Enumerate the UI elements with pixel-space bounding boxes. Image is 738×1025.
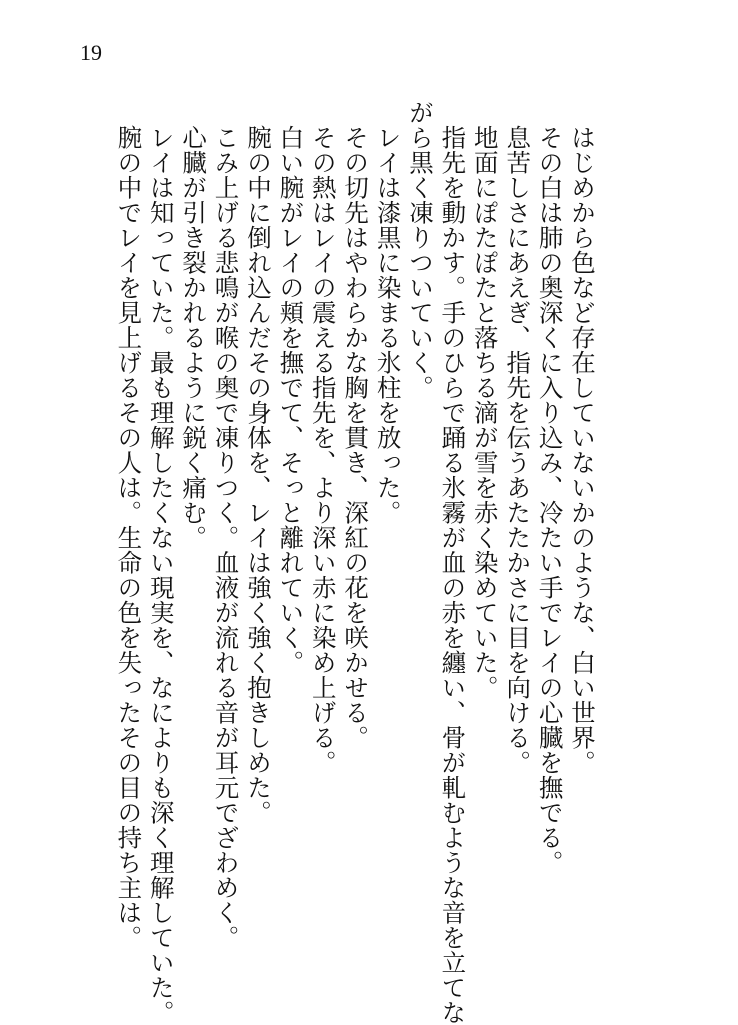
text-line: その切先はやわらかな胸を貫き、深紅の花を咲かせる。 <box>341 124 371 750</box>
text-line: がら黒く凍りついていく。 <box>405 100 435 400</box>
text-line: レイは漆黒に染まる氷柱を放った。 <box>373 124 403 525</box>
text-line: 腕の中に倒れ込んだその身体を、レイは強く強く抱きしめた。 <box>243 124 273 825</box>
text-line: 息苦しさにあえぎ、指先を伝うあたたかさに目を向ける。 <box>503 124 533 775</box>
text-line: 心臓が引き裂かれるように鋭く痛む。 <box>179 124 209 550</box>
text-line: 指先を動かす。手のひらで踊る氷霧が血の赤を纏い、骨が軋むような音を立てな <box>438 124 468 1025</box>
text-line: 白い腕がレイの頬を撫でて、そっと離れていく。 <box>276 124 306 675</box>
text-line: レイは知っていた。最も理解したくない現実を、なによりも深く理解していた。 <box>146 124 176 1025</box>
text-line: こみ上げる悲鳴が喉の奥で凍りつく。血液が流れる音が耳元でざわめく。 <box>211 124 241 950</box>
text-line: 地面にぽたぽたと落ちる滴が雪を赤く染めていた。 <box>470 124 500 700</box>
text-line: その熱はレイの震える指先を、より深い赤に染め上げる。 <box>308 124 338 775</box>
text-line: はじめから色など存在していないかのような、白い世界。 <box>568 124 597 775</box>
body-text <box>112 100 598 1025</box>
text-line: 腕の中でレイを見上げるその人は。生命の色を失ったその目の持ち主は。 <box>114 124 144 950</box>
page-number: 19 <box>80 40 102 65</box>
text-line: その白は肺の奥深くに入り込み、冷たい手でレイの心臓を撫でる。 <box>535 124 565 875</box>
